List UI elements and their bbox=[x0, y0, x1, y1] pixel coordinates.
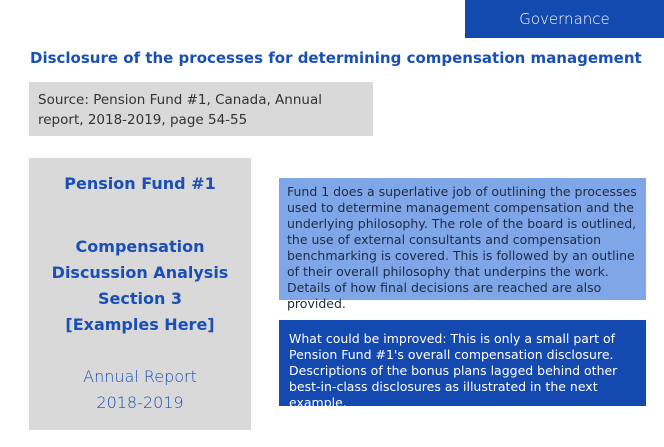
doc-line: Discussion Analysis bbox=[51, 263, 229, 282]
improvements-panel bbox=[279, 320, 646, 410]
document-card bbox=[29, 158, 251, 430]
source-text: Source: Pension Fund #1, Canada, Annual report, 2018-2019, page 54-55 bbox=[38, 92, 322, 128]
source-box bbox=[29, 82, 373, 136]
doc-line: Compensation bbox=[75, 237, 205, 256]
report-label bbox=[29, 364, 251, 416]
strengths-text: Fund 1 does a superlative job of outlining the processes used to determine management compensation and the underlying philosophy. The role of the board is outlined, the use of external consultants and compensation benchmarking is covered. This is followed by an outline of their overall philosophy that underpins the work. Details of how final decisions are reached are also provided. bbox=[287, 184, 637, 311]
doc-line: Section 3 bbox=[97, 289, 183, 308]
page-title: Disclosure of the processes for determining compensation management bbox=[30, 49, 642, 67]
fund-name: Pension Fund #1 bbox=[64, 174, 216, 193]
section-tag: Governance bbox=[465, 0, 664, 38]
improvements-text: What could be improved: This is only a small part of Pension Fund #1's overall compensation disclosure. Descriptions of the bonus plans lagged behind other best-in-class disclosures as illustrated in the next example. bbox=[289, 331, 618, 410]
document-section-title bbox=[29, 234, 251, 338]
report-line: Annual Report bbox=[83, 367, 197, 386]
report-line: 2018-2019 bbox=[96, 393, 184, 412]
doc-line: [Examples Here] bbox=[65, 315, 215, 334]
strengths-panel bbox=[279, 178, 646, 311]
